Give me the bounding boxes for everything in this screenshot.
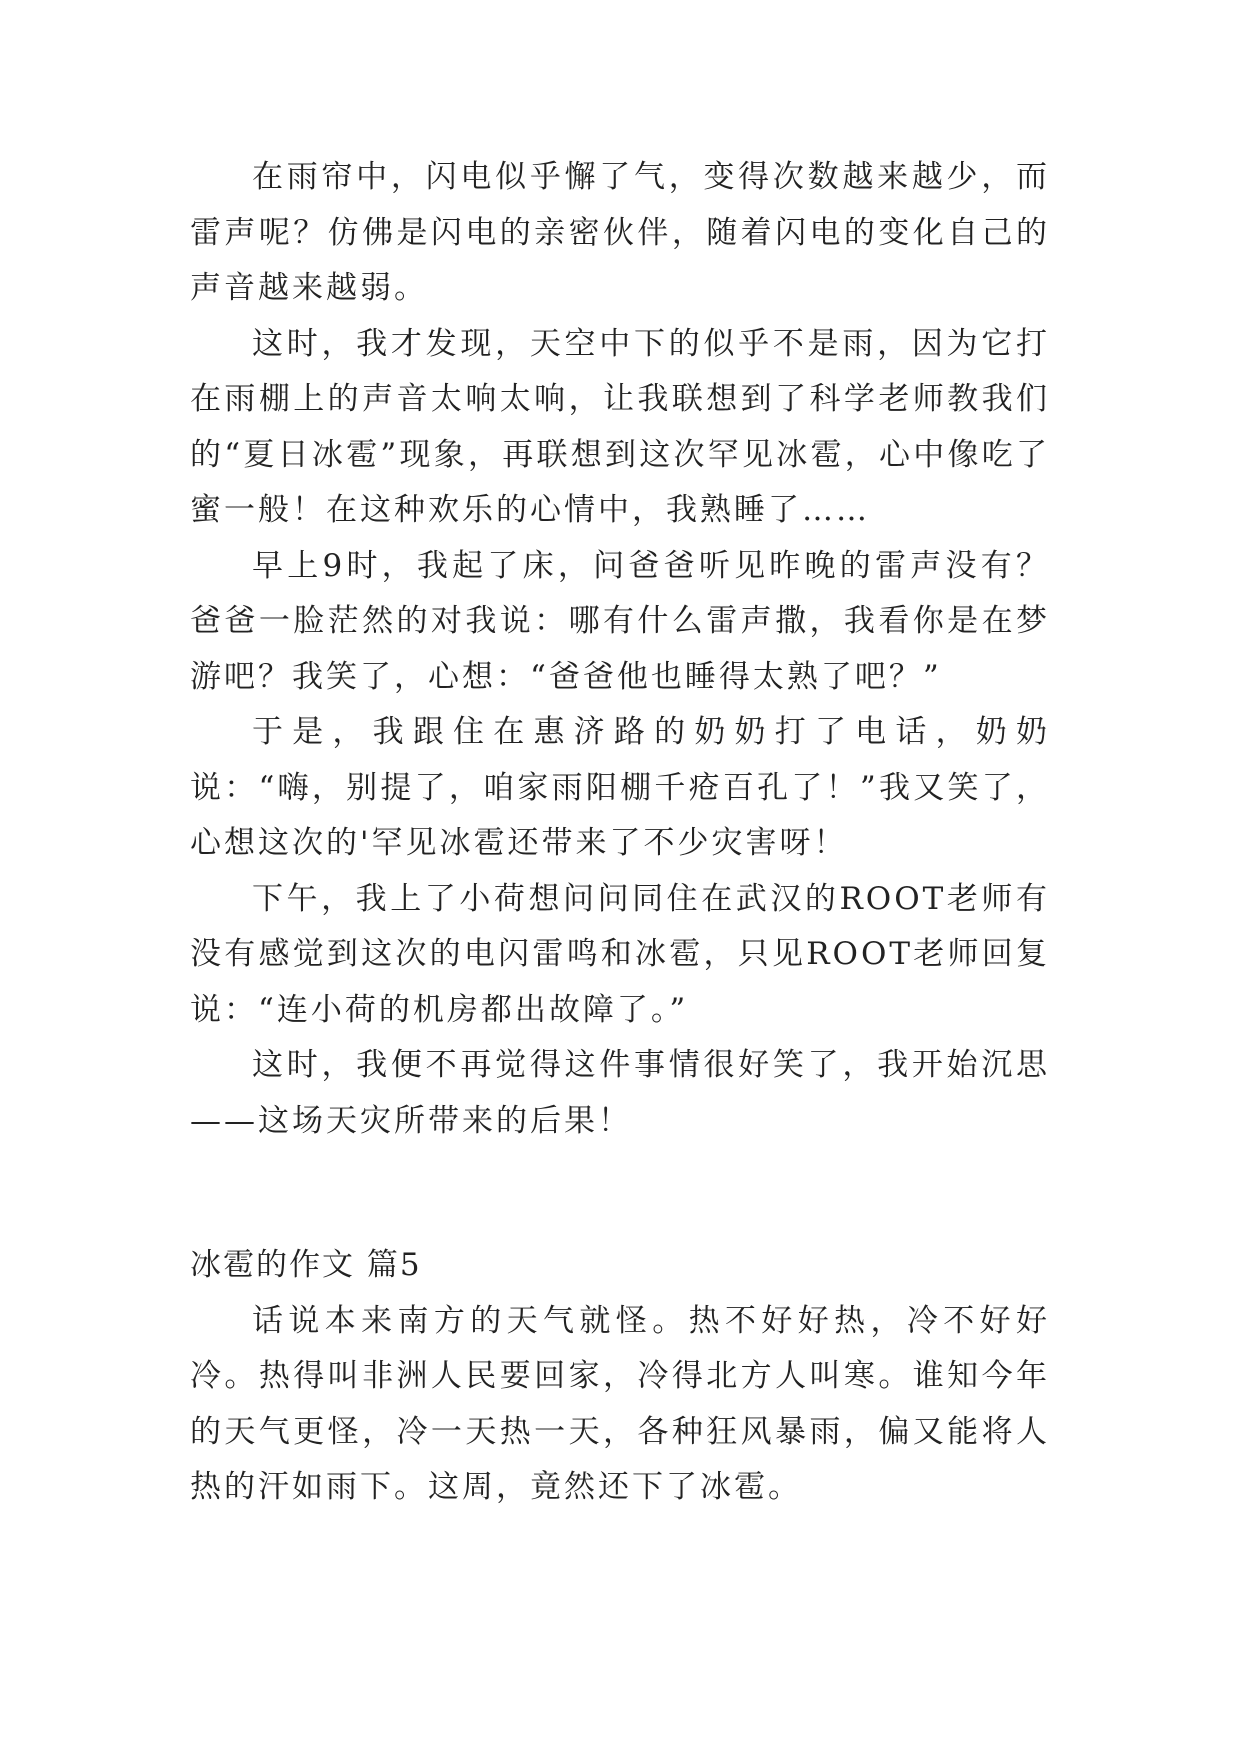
paragraph: 这时，我才发现，天空中下的似乎不是雨，因为它打在雨棚上的声音太响太响，让我联想到了科学老师教我们的“夏日冰雹”现象，再联想到这次罕见冰雹，心中像吃了蜜一般！在这种欢乐的心情中，我熟睡了…… (190, 325, 1050, 528)
paragraph: 在雨帘中，闪电似乎懈了气，变得次数越来越少，而雷声呢？仿佛是闪电的亲密伙伴，随着闪电的变化自己的声音越来越弱。 (190, 159, 1050, 306)
paragraph: 早上9时，我起了床，问爸爸听见昨晚的雷声没有？爸爸一脸茫然的对我说：哪有什么雷声撒，我看你是在梦游吧？我笑了，心想：“爸爸他也睡得太熟了吧？” (190, 547, 1050, 695)
paragraph: 话说本来南方的天气就怪。热不好好热，冷不好好冷。热得叫非洲人民要回家，冷得北方人叫寒。谁知今年的天气更怪，冷一天热一天，各种狂风暴雨，偏又能将人热的汗如雨下。这周，竟然还下了冰雹。 (190, 1302, 1050, 1505)
paragraph: 于是，我跟住在惠济路的奶奶打了电话，奶奶说：“嗨，别提了，咱家雨阳棚千疮百孔了！”我又笑了，心想这次的'罕见冰雹还带来了不少灾害呀！ (190, 714, 1050, 861)
document-body (190, 150, 1050, 1516)
section-heading: 冰雹的作文 篇5 (190, 1247, 422, 1283)
paragraph: 下午，我上了小荷想问问同住在武汉的ROOT老师有没有感觉到这次的电闪雷鸣和冰雹，只见ROOT老师回复说：“连小荷的机房都出故障了。” (190, 880, 1050, 1028)
paragraph: 这时，我便不再觉得这件事情很好笑了，我开始沉思——这场天灾所带来的后果！ (190, 1047, 1050, 1139)
